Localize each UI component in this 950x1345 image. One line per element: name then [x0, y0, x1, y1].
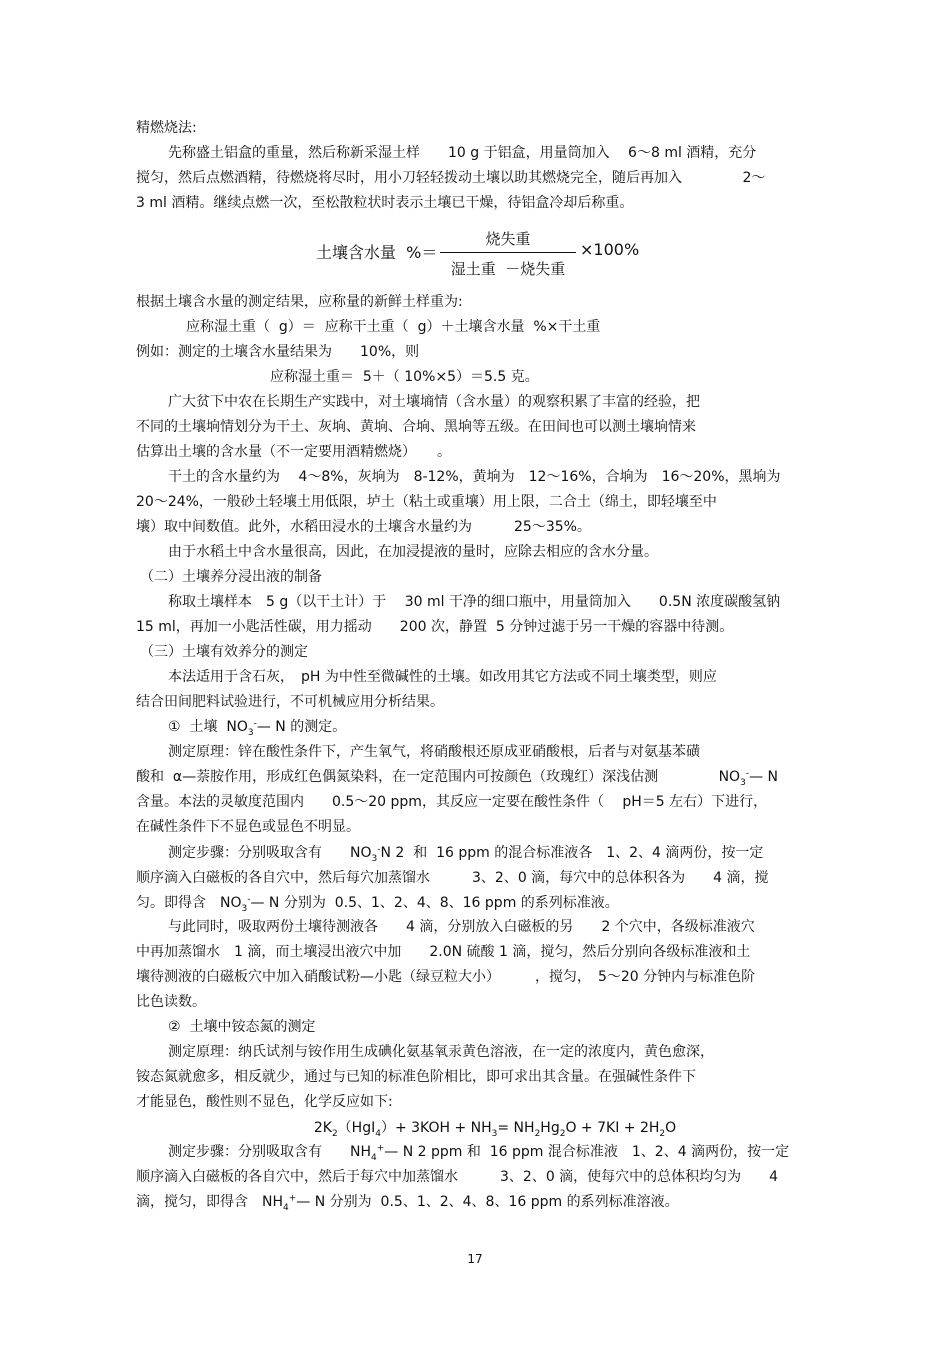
section-heading: （二）土壤养分浸出液的制备	[140, 569, 322, 585]
paragraph-line: 才能显色，酸性则不显色，化学反应如下:	[136, 1094, 393, 1110]
section-heading: 精燃烧法:	[136, 120, 197, 136]
paragraph-line: 干土的含水量约为 4～8%，灰垧为 8-12%，黄垧为 12～16%，合垧为 16～20%，黑垧为	[168, 469, 781, 485]
paragraph-line: 20～24%，一般砂土轻壤土用低限，垆土（粘土或重壤）用上限，二合土（绵土，即轻壤至中	[136, 494, 717, 510]
chemical-equation: $2K_2(HgI_4)+ 3KOH + NH_3= NH_2Hg_2O + 7KI + 2H_2O$	[313, 1120, 677, 1139]
water-content-formula	[0, 225, 950, 283]
section-heading: ② 土壤中铵态氮的测定	[168, 1019, 316, 1035]
paragraph-line: 测定原理：锌在酸性条件下，产生氧气，将硝酸根还原成亚硝酸根，后者与对氨基苯磺	[168, 744, 700, 760]
paragraph-line: 滴，搅匀，即得含 $NH_4^+—$ N 分别为 0.5、1、2、4、8、16 ppm 的系列标准溶液。	[136, 1193, 679, 1213]
paragraph-line: 铵态氮就愈多，相反就少，通过与已知的标准色阶相比，即可求出其含量。在强碱性条件下	[136, 1069, 696, 1085]
paragraph-line: 由于水稻土中含水量很高，因此，在加浸提液的量时，应除去相应的含水分量。	[168, 544, 658, 560]
paragraph-line: 称取土壤样本 5 g（以干土计）于 30 ml 干净的细口瓶中，用量筒加入 0.5N 浓度碳酸氢钠	[168, 594, 781, 610]
paragraph-line: 根据土壤含水量的测定结果，应称量的新鲜土样重为:	[136, 294, 463, 310]
paragraph-line: 不同的土壤垧情划分为干土、灰垧、黄垧、合垧、黑垧等五级。在田间也可以测土壤垧情来	[136, 419, 696, 435]
paragraph-line: 广大贫下中农在长期生产实践中，对土壤墒情（含水量）的观察积累了丰富的经验，把	[168, 394, 700, 410]
formula-numerator: 烧失重	[485, 230, 531, 248]
formula-denominator: 湿土重 －烧失重	[450, 260, 566, 278]
paragraph-line: 15 ml，再加一小匙活性碳，用力摇动 200 次，静置 5 分钟过滤于另一干燥的容器中待测。	[136, 619, 734, 635]
paragraph-line: 含量。本法的灵敏度范围内 0.5～20 ppm，其反应一定要在酸性条件（ pH＝5 左右）下进行，	[136, 794, 768, 810]
paragraph-line: 本法适用于含石灰， pH 为中性至微碱性的土壤。如改用其它方法或不同土壤类型，则应	[168, 669, 717, 685]
paragraph-line: 壤待测液的白磁板穴中加入硝酸试粉—小匙（绿豆粒大小） ，搅匀， 5～20 分钟内与标准色阶	[136, 969, 756, 985]
paragraph-line: 3 ml 酒精。继续点燃一次，至松散粒状时表示土壤已干燥，待铝盒冷却后称重。	[136, 195, 634, 211]
paragraph-line: 顺序滴入白磁板的各自穴中，然后每穴加蒸馏水 3、2、0 滴，每穴中的总体积各为 4 滴，搅	[136, 870, 769, 886]
paragraph-line: 酸和 α—萘胺作用，形成红色偶氮染料，在一定范围内可按颜色（玫瑰红）深浅估测 $NO_3^-—$ N	[136, 768, 778, 788]
formula-rhs: ×100%	[580, 240, 640, 259]
paragraph-line: 先称盛土铝盒的重量，然后称新采湿土样 10 g 于铝盒，用量筒加入 6～8 ml 酒精，充分	[168, 145, 757, 161]
paragraph-line: 搅匀，然后点燃酒精，待燃烧将尽时，用小刀轻轻拨动土壤以助其燃烧完全，随后再加入 2～	[136, 170, 766, 186]
paragraph-line: 顺序滴入白磁板的各自穴中，然后于每穴中加蒸馏水 3、2、0 滴，使每穴中的总体积均匀为 4	[136, 1169, 779, 1185]
section-heading: ① 土壤 $NO_3^-—$ N 的测定。	[168, 718, 347, 738]
paragraph-line: 应称湿土重＝ 5＋（ 10%×5）＝5.5 克。	[270, 369, 539, 385]
paragraph-line: 测定步骤：分别吸取含有 $NO_3^-N$ 2 和 16 ppm 的混合标准液各 1、2、4 滴两份，按一定	[168, 844, 764, 864]
paragraph-line: 应称湿土重（ g）＝ 应称干土重（ g）＋土壤含水量 %×干土重	[186, 319, 601, 335]
page-number: 17	[467, 1252, 483, 1266]
fraction-bar	[440, 252, 576, 253]
paragraph-line: 比色读数。	[136, 994, 206, 1010]
formula-lhs: 土壤含水量 %＝	[316, 243, 438, 262]
section-heading: （三）土壤有效养分的测定	[140, 644, 308, 660]
paragraph-line: 与此同时，吸取两份土壤待测液各 4 滴，分别放入白磁板的另 2 个穴中，各级标准液穴	[168, 919, 755, 935]
paragraph-line: 例如：测定的土壤含水量结果为 10%，则	[136, 344, 420, 360]
paragraph-line: 测定原理：纳氏试剂与铵作用生成碘化氨基氧汞黄色溶液，在一定的浓度内，黄色愈深，	[168, 1044, 714, 1060]
paragraph-line: 测定步骤：分别吸取含有 $NH_4^+—$ N 2 ppm 和 16 ppm 混合标准液 1、2、4 滴两份，按一定	[168, 1143, 790, 1163]
paragraph-line: 结合田间肥料试验进行，不可机械应用分析结果。	[136, 694, 444, 710]
paragraph-line: 中再加蒸馏水 1 滴，而土壤浸出液穴中加 2.0N 硫酸 1 滴，搅匀，然后分别向各级标准液和土	[136, 944, 751, 960]
paragraph-line: 匀。即得含 $NO_3^-—$ N 分别为 0.5、1、2、4、8、16 ppm 的系列标准液。	[136, 894, 619, 914]
paragraph-line: 估算出土壤的含水量（不一定要用酒精燃烧） 。	[136, 444, 451, 460]
paragraph-line: 壤）取中间数值。此外，水稻田浸水的土壤含水量约为 25～35%。	[136, 519, 591, 535]
paragraph-line: 在碱性条件下不显色或显色不明显。	[136, 819, 360, 835]
